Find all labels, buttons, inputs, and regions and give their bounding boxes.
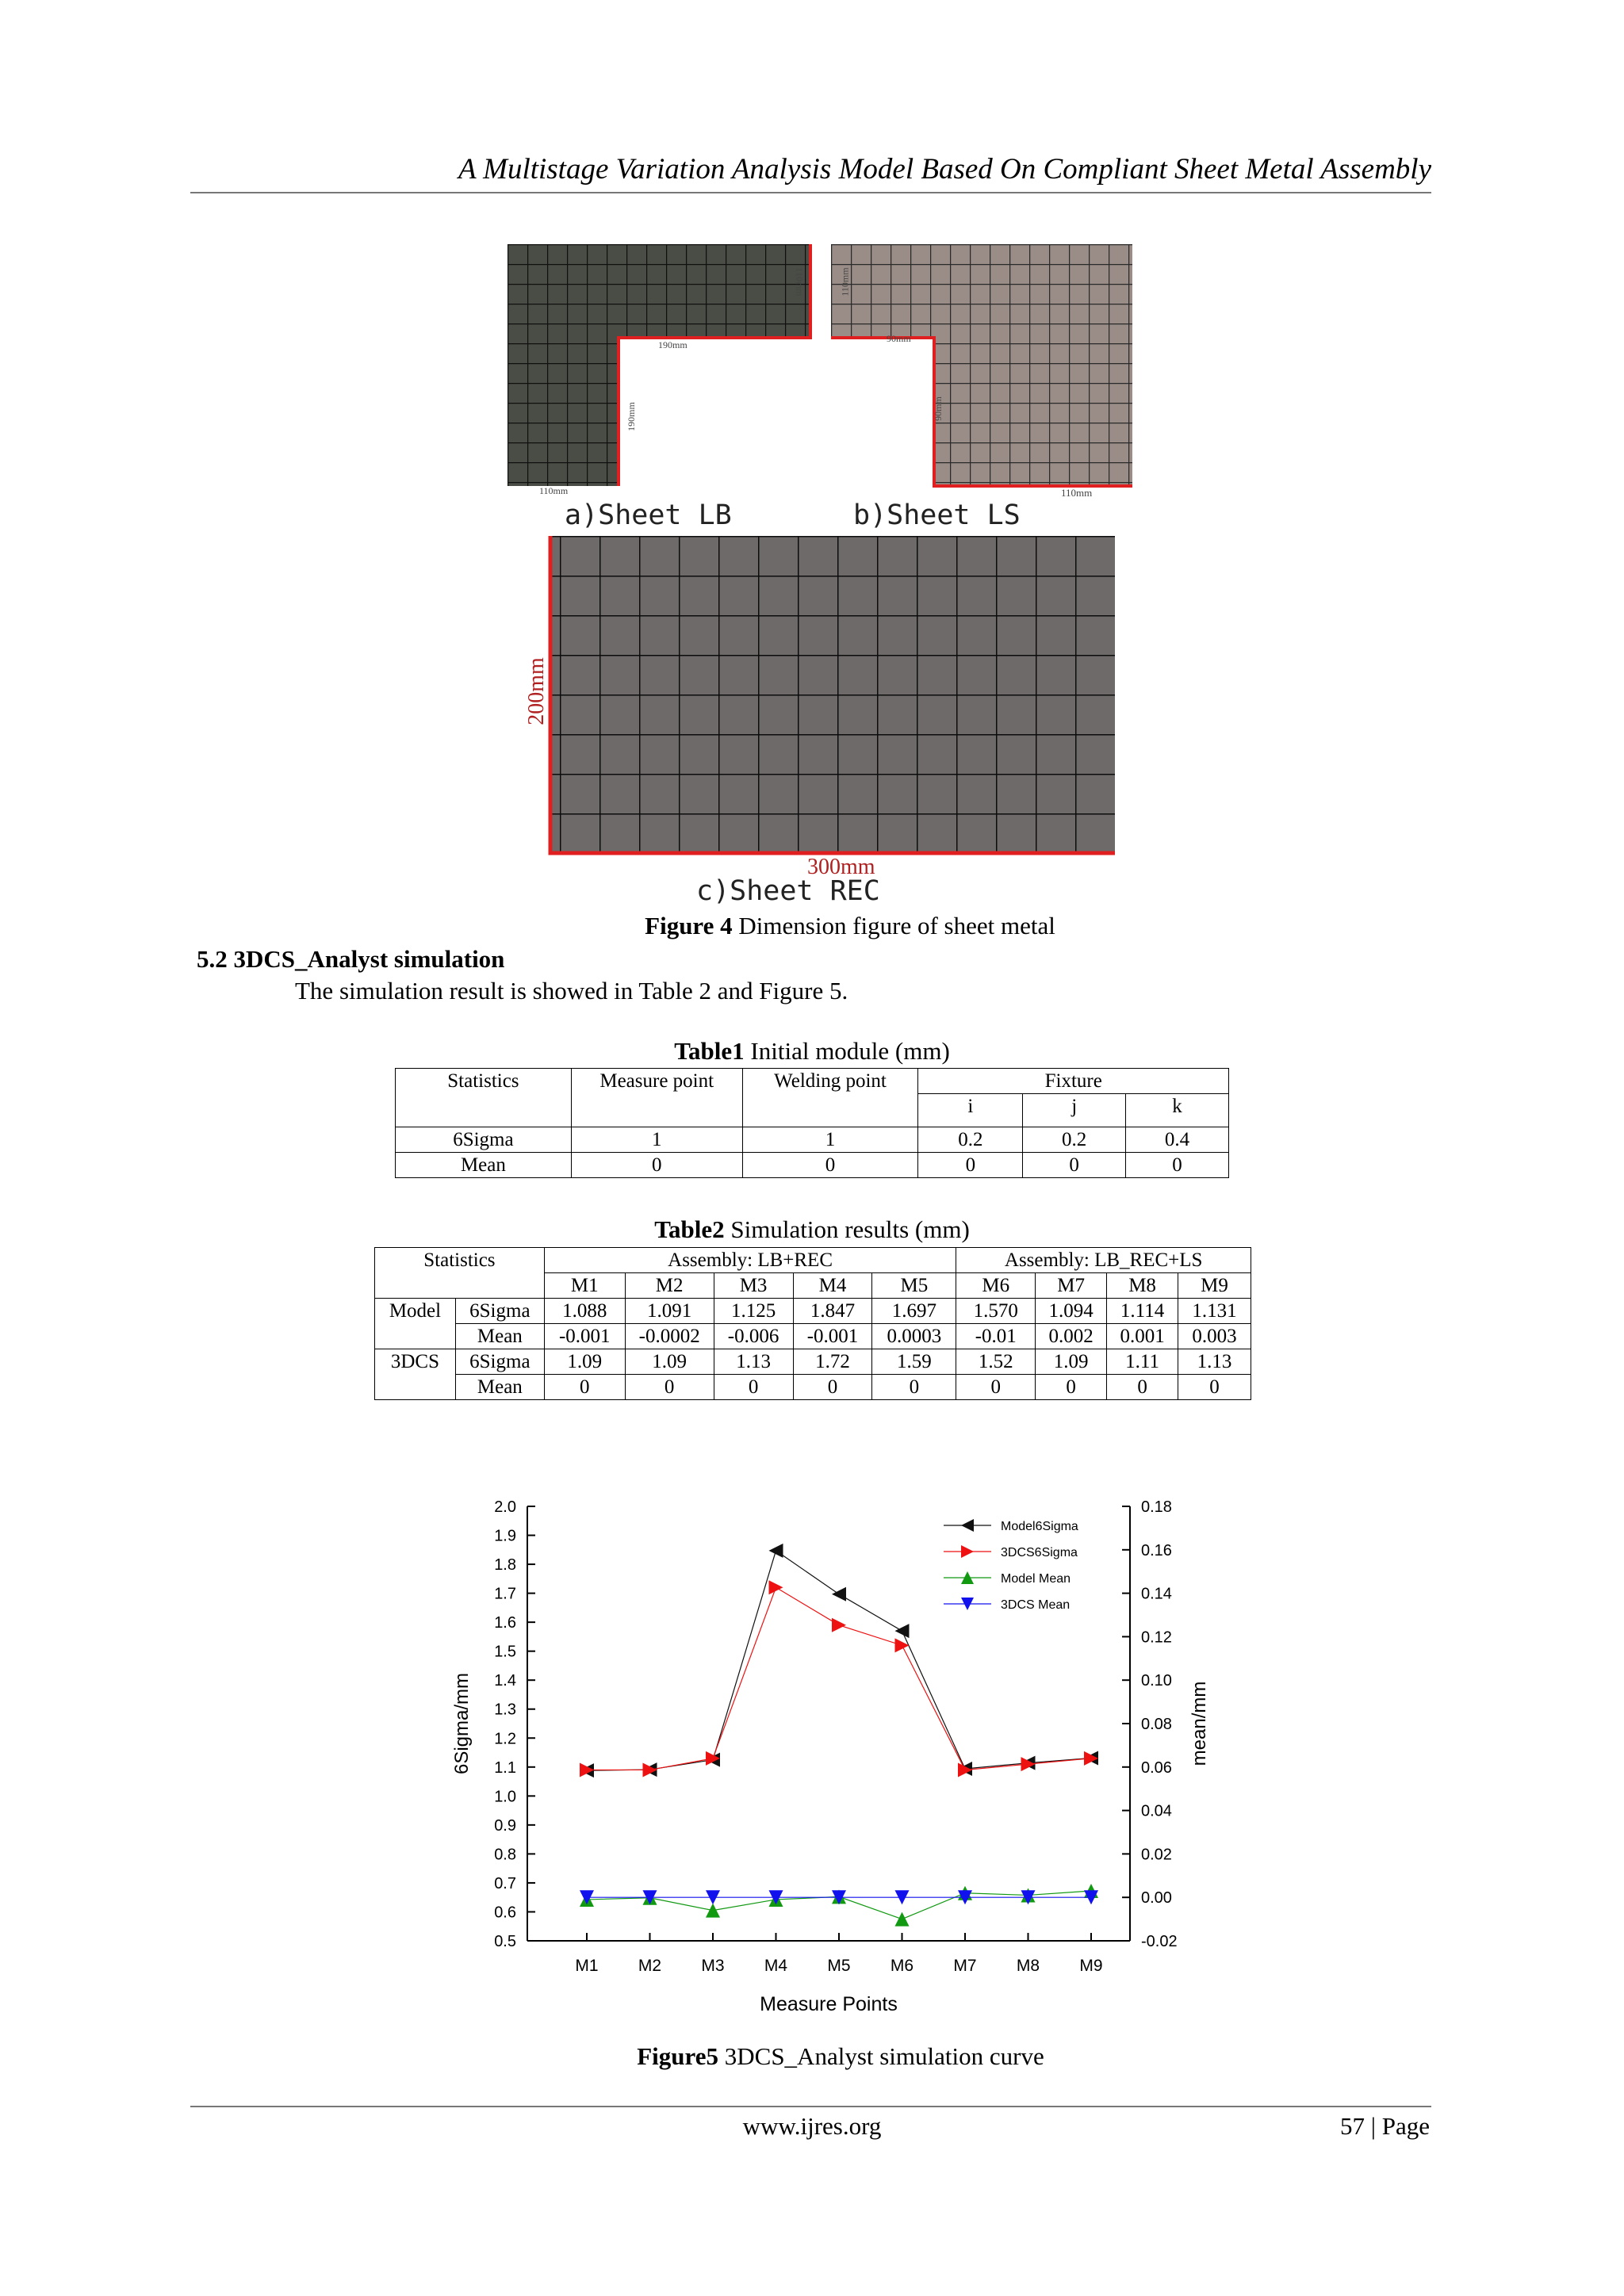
table2-point-header: M6: [956, 1273, 1036, 1299]
legend-marker-model6sigma: [961, 1519, 974, 1532]
table2-point-header: M7: [1036, 1273, 1107, 1299]
y-axis-title-right: mean/mm: [1189, 1681, 1210, 1766]
table2-cell: 1.09: [1036, 1349, 1107, 1375]
x-tick-label: M7: [953, 1957, 977, 1975]
sheet-rec-label: c)Sheet REC: [696, 875, 880, 907]
table2-cell: 0.003: [1178, 1324, 1251, 1349]
y-tick-label-right: 0.12: [1141, 1628, 1172, 1647]
table2-cell: 1.13: [1178, 1349, 1251, 1375]
dim-label: 300mm: [807, 855, 875, 879]
table1-header-cell: Statistics: [396, 1069, 572, 1127]
table1-header-cell: Welding point: [742, 1069, 918, 1127]
table2-cell: 1.570: [956, 1299, 1036, 1324]
table2-cell: 1.131: [1178, 1299, 1251, 1324]
sheet-rec-image: [520, 536, 1126, 878]
dim-label: 190mm: [658, 339, 688, 350]
table1-cell: 1: [742, 1127, 918, 1153]
table2-cell: 1.09: [544, 1349, 625, 1375]
y-tick-label-left: 2.0: [494, 1498, 516, 1516]
y-tick-label-left: 1.2: [494, 1730, 516, 1748]
figure4-caption-label: Figure 4: [645, 912, 733, 939]
dim-label: 190mm: [625, 402, 637, 431]
sheet-rec-photo: [520, 536, 1126, 878]
table2-point-header: M3: [714, 1273, 793, 1299]
table2-cell: 1.125: [714, 1299, 793, 1324]
table2-cell: 1.59: [872, 1349, 956, 1375]
dim-label: 110mm: [539, 485, 569, 496]
footer-rule: [190, 2106, 1431, 2107]
table2-cell: 0: [1178, 1375, 1251, 1400]
sheet-ls-image: [831, 244, 1137, 499]
figure5-caption-label: Figure5: [637, 2042, 718, 2070]
table2-stat-cell: 6Sigma: [455, 1349, 544, 1375]
x-tick-label: M1: [575, 1957, 599, 1975]
table1-caption-label: Table1: [674, 1037, 745, 1065]
footer-page-number: 57 | Page: [1340, 2112, 1430, 2140]
y-tick-label-right: 0.18: [1141, 1498, 1172, 1516]
sheet-ls-photo: [831, 244, 1137, 499]
table2-caption: [0, 1215, 1624, 1244]
footer-url: www.ijres.org: [742, 2112, 882, 2140]
table2-cell: 0.0003: [872, 1324, 956, 1349]
table2-cell: 0.002: [1036, 1324, 1107, 1349]
table2-point-header: M5: [872, 1273, 956, 1299]
table2-cell: 0: [625, 1375, 714, 1400]
table1-cell: 0: [918, 1153, 1023, 1178]
data-point-3dcs6sigma: [769, 1580, 783, 1594]
table1-header-cell: Fixture: [918, 1069, 1229, 1094]
table2-cell: -0.01: [956, 1324, 1036, 1349]
y-tick-label-left: 1.6: [494, 1614, 516, 1632]
table1-cell: 0: [1126, 1153, 1229, 1178]
table1-cell: 0: [571, 1153, 742, 1178]
table2-source-cell: 3DCS: [375, 1349, 456, 1400]
table2-cell: 1.094: [1036, 1299, 1107, 1324]
y-axis-title-left: 6Sigma/mm: [451, 1672, 473, 1775]
table2-cell: 0: [956, 1375, 1036, 1400]
running-header: A Multistage Variation Analysis Model Based On Compliant Sheet Metal Assembly: [458, 153, 1431, 186]
table1-cell: 6Sigma: [396, 1127, 572, 1153]
table2-point-header: M4: [793, 1273, 872, 1299]
y-tick-label-right: 0.14: [1141, 1585, 1172, 1603]
data-point-model6sigma: [895, 1624, 910, 1638]
table1-cell: Mean: [396, 1153, 572, 1178]
data-point-3dcs6sigma: [895, 1638, 910, 1652]
y-tick-label-right: -0.02: [1141, 1933, 1178, 1950]
y-tick-label-right: 0.16: [1141, 1541, 1172, 1559]
y-tick-label-left: 1.9: [494, 1527, 516, 1545]
table2-header-cell: Statistics: [375, 1248, 545, 1299]
sheet-lb-label: a)Sheet LB: [565, 499, 732, 531]
y-tick-label-left: 1.8: [494, 1556, 516, 1575]
series-line-3dcs6sigma: [587, 1587, 1091, 1770]
x-tick-label: M4: [764, 1957, 788, 1975]
y-tick-label-left: 1.3: [494, 1701, 516, 1719]
table1-cell: 0.4: [1126, 1127, 1229, 1153]
table1-cell: 1: [571, 1127, 742, 1153]
data-point-model-mean: [895, 1912, 910, 1927]
table1: [395, 1068, 1229, 1178]
table2-cell: 0: [544, 1375, 625, 1400]
x-tick-label: M5: [827, 1957, 851, 1975]
x-tick-label: M9: [1079, 1957, 1103, 1975]
legend-marker-3dcs6sigma: [961, 1545, 974, 1558]
table2-cell: 1.13: [714, 1349, 793, 1375]
table2-group-header: Assembly: LB_REC+LS: [956, 1248, 1251, 1273]
y-tick-label-left: 1.4: [494, 1672, 516, 1690]
table2-cell: 0.001: [1107, 1324, 1178, 1349]
table2-cell: 1.697: [872, 1299, 956, 1324]
table2-point-header: M2: [625, 1273, 714, 1299]
dim-label: 200mm: [523, 657, 549, 725]
table1-cell: 0.2: [918, 1127, 1023, 1153]
y-tick-label-left: 0.6: [494, 1904, 516, 1922]
table1-subheader-cell: i: [918, 1094, 1023, 1127]
table2-cell: 1.847: [793, 1299, 872, 1324]
sheet-lb-image: [508, 244, 814, 499]
dim-label: 90mm: [932, 396, 944, 421]
table2-stat-cell: Mean: [455, 1375, 544, 1400]
data-point-3dcs6sigma: [832, 1618, 846, 1632]
y-tick-label-left: 1.5: [494, 1643, 516, 1661]
table1-cell: 0: [742, 1153, 918, 1178]
y-tick-label-right: 0.04: [1141, 1802, 1172, 1820]
sheet-lb-photo: [508, 244, 814, 499]
y-tick-label-left: 1.1: [494, 1758, 516, 1777]
table2-cell: 0: [793, 1375, 872, 1400]
dim-label: 110mm: [794, 267, 806, 297]
table1-caption: [0, 1037, 1624, 1066]
x-tick-label: M8: [1016, 1957, 1040, 1975]
table2-source-cell: Model: [375, 1299, 456, 1349]
dim-label: 110mm: [1061, 487, 1093, 499]
y-tick-label-left: 1.0: [494, 1788, 516, 1806]
table2-caption-text: Simulation results (mm): [724, 1215, 970, 1243]
y-tick-label-left: 0.9: [494, 1816, 516, 1835]
table2-stat-cell: Mean: [455, 1324, 544, 1349]
dim-label: 90mm: [887, 333, 911, 344]
body-paragraph: The simulation result is showed in Table 2 and Figure 5.: [295, 977, 848, 1004]
table2-point-header: M8: [1107, 1273, 1178, 1299]
x-tick-label: M2: [638, 1957, 662, 1975]
table2-cell: -0.001: [544, 1324, 625, 1349]
header-rule: [190, 192, 1431, 193]
table2-cell: -0.006: [714, 1324, 793, 1349]
table2-cell: 1.114: [1107, 1299, 1178, 1324]
y-tick-label-right: 0.08: [1141, 1716, 1172, 1733]
legend-label: Model Mean: [1001, 1572, 1071, 1586]
y-tick-label-right: 0.10: [1141, 1672, 1172, 1690]
table2-cell: 1.11: [1107, 1349, 1178, 1375]
table2-cell: -0.001: [793, 1324, 872, 1349]
legend-label: 3DCS6Sigma: [1001, 1546, 1078, 1559]
section-heading: 5.2 3DCS_Analyst simulation: [197, 945, 505, 973]
y-tick-label-right: 0.02: [1141, 1846, 1172, 1864]
table2-cell: 1.091: [625, 1299, 714, 1324]
y-tick-label-left: 0.8: [494, 1846, 516, 1864]
table2: [374, 1247, 1251, 1400]
table2-cell: 1.72: [793, 1349, 872, 1375]
table1-header-cell: Measure point: [571, 1069, 742, 1127]
figure4-caption-text: Dimension figure of sheet metal: [732, 912, 1055, 939]
table2-cell: 1.52: [956, 1349, 1036, 1375]
table2-point-header: M1: [544, 1273, 625, 1299]
table2-cell: -0.0002: [625, 1324, 714, 1349]
legend-label: 3DCS Mean: [1001, 1598, 1071, 1612]
figure5-caption-text: 3DCS_Analyst simulation curve: [718, 2042, 1044, 2070]
table1-cell: 0: [1023, 1153, 1126, 1178]
table2-cell: 1.088: [544, 1299, 625, 1324]
table2-group-header: Assembly: LB+REC: [544, 1248, 956, 1273]
table2-cell: 0: [1107, 1375, 1178, 1400]
dim-label: 110mm: [839, 267, 851, 297]
table2-point-header: M9: [1178, 1273, 1251, 1299]
figure4-caption: [38, 912, 1624, 940]
simulation-line-chart: [428, 1483, 1253, 2022]
table2-cell: 0: [1036, 1375, 1107, 1400]
y-tick-label-left: 0.7: [494, 1874, 516, 1892]
table2-caption-label: Table2: [654, 1215, 725, 1243]
y-tick-label-right: 0.06: [1141, 1758, 1172, 1777]
sheet-ls-label: b)Sheet LS: [853, 499, 1021, 531]
x-tick-label: M3: [701, 1957, 725, 1975]
legend-label: Model6Sigma: [1001, 1520, 1078, 1533]
table2-cell: 0: [872, 1375, 956, 1400]
table1-subheader-cell: k: [1126, 1094, 1229, 1127]
data-point-model-mean: [706, 1904, 720, 1918]
figure5-caption: [29, 2042, 1624, 2071]
y-tick-label-left: 0.5: [494, 1933, 516, 1950]
x-tick-label: M6: [890, 1957, 914, 1975]
y-tick-label-right: 0.00: [1141, 1889, 1172, 1908]
table2-stat-cell: 6Sigma: [455, 1299, 544, 1324]
table1-cell: 0.2: [1023, 1127, 1126, 1153]
table1-caption-text: Initial module (mm): [744, 1037, 950, 1065]
y-tick-label-left: 1.7: [494, 1585, 516, 1603]
data-point-model6sigma: [769, 1544, 783, 1558]
table1-subheader-cell: j: [1023, 1094, 1126, 1127]
table2-cell: 1.09: [625, 1349, 714, 1375]
x-axis-title: Measure Points: [760, 1993, 898, 2015]
data-point-model6sigma: [832, 1587, 846, 1601]
table2-cell: 0: [714, 1375, 793, 1400]
